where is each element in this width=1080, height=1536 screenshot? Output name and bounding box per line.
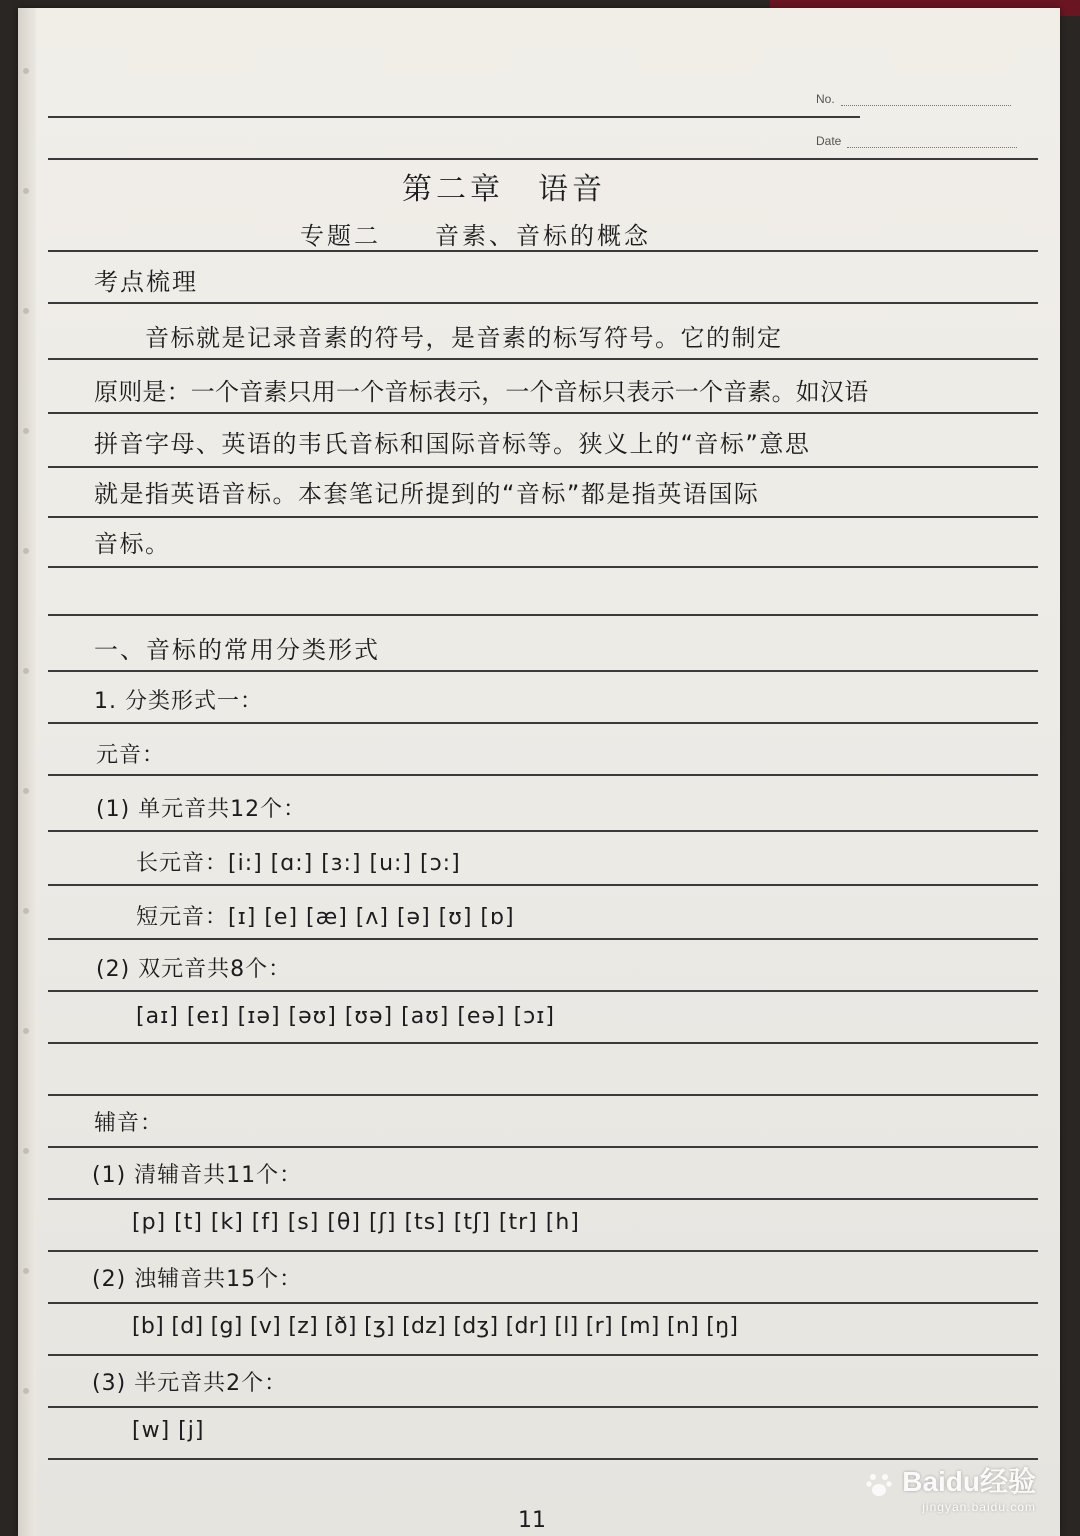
voiceless-heading: (1) 清辅音共11个： [92,1163,303,1188]
ruled-line [48,1354,1038,1356]
ruled-line [48,722,1038,724]
paw-icon [864,1469,894,1499]
ruled-line [48,1250,1038,1252]
diphthong-heading: (2) 双元音共8个： [96,957,292,982]
paragraph-line: 原则是：一个音素只用一个音标表示，一个音标只表示一个音素。如汉语 [94,378,869,406]
paragraph-line: 就是指英语音标。本套笔记所提到的“音标”都是指英语国际 [94,480,760,508]
ruled-line [48,1406,1038,1408]
long-vowels-line: 长元音：[i:] [ɑ:] [ɜ:] [u:] [ɔ:] [136,851,461,876]
consonants-heading: 辅音： [94,1111,164,1136]
page-number: 11 [518,1508,546,1533]
date-label: Date [816,134,842,148]
binding-edge [18,8,36,1536]
date-field [816,134,1017,148]
ruled-line [48,670,1038,672]
watermark-url: jingyan.baidu.com [922,1500,1036,1514]
ruled-line [48,466,1038,468]
ruled-line [48,302,1038,304]
ruled-line [48,1094,1038,1096]
ruled-line [48,774,1038,776]
ruled-line [48,830,1038,832]
baidu-watermark [864,1460,1036,1514]
monophthong-heading: (1) 单元音共12个： [96,797,307,822]
ruled-line [48,1198,1038,1200]
ruled-line [48,990,1038,992]
number-label: No. [816,92,835,106]
diphthong-line: [aɪ] [eɪ] [ɪə] [əʊ] [ʊə] [aʊ] [eə] [ɔɪ] [136,1004,556,1029]
semivowel-line: [w] [j] [132,1418,205,1443]
form-heading: 1. 分类形式一： [94,689,263,714]
paragraph-line: 拼音字母、英语的韦氏音标和国际音标等。狭义上的“音标”意思 [94,430,811,458]
ruled-line [48,116,860,118]
paragraph-line: 音标。 [94,530,171,558]
ruled-line [48,1042,1038,1044]
semivowel-heading: (3) 半元音共2个： [92,1371,288,1396]
ruled-line [48,516,1038,518]
watermark-text: Baidu经验 [902,1466,1036,1497]
ruled-line [48,358,1038,360]
notebook-page [18,8,1060,1536]
ruled-line [48,1302,1038,1304]
ruled-line [48,614,1038,616]
ruled-line [48,566,1038,568]
section-heading: 考点梳理 [94,268,198,296]
ruled-line [48,938,1038,940]
topic-title: 专题二 音素、音标的概念 [300,222,651,250]
paragraph-line: 音标就是记录音素的符号，是音素的标写符号。它的制定 [94,324,783,352]
ruled-line [48,158,1038,160]
voiceless-line: [p] [t] [k] [f] [s] [θ] [ʃ] [ts] [tʃ] [tr] [h] [132,1210,580,1235]
short-vowels-line: 短元音：[ɪ] [e] [æ] [ʌ] [ə] [ʊ] [ɒ] [136,905,515,930]
watermark-logo [864,1460,1036,1500]
vowels-heading: 元音： [96,743,166,768]
chapter-title: 第二章 语音 [402,172,606,207]
voiced-heading: (2) 浊辅音共15个： [92,1267,303,1292]
ruled-line [48,1146,1038,1148]
part-heading: 一、音标的常用分类形式 [94,636,380,664]
ruled-line [48,412,1038,414]
ruled-line [48,884,1038,886]
voiced-line: [b] [d] [g] [v] [z] [ð] [ʒ] [dz] [dʒ] [dr] [l] [r] [m] [n] [ŋ] [132,1314,739,1339]
number-field [816,92,1011,106]
